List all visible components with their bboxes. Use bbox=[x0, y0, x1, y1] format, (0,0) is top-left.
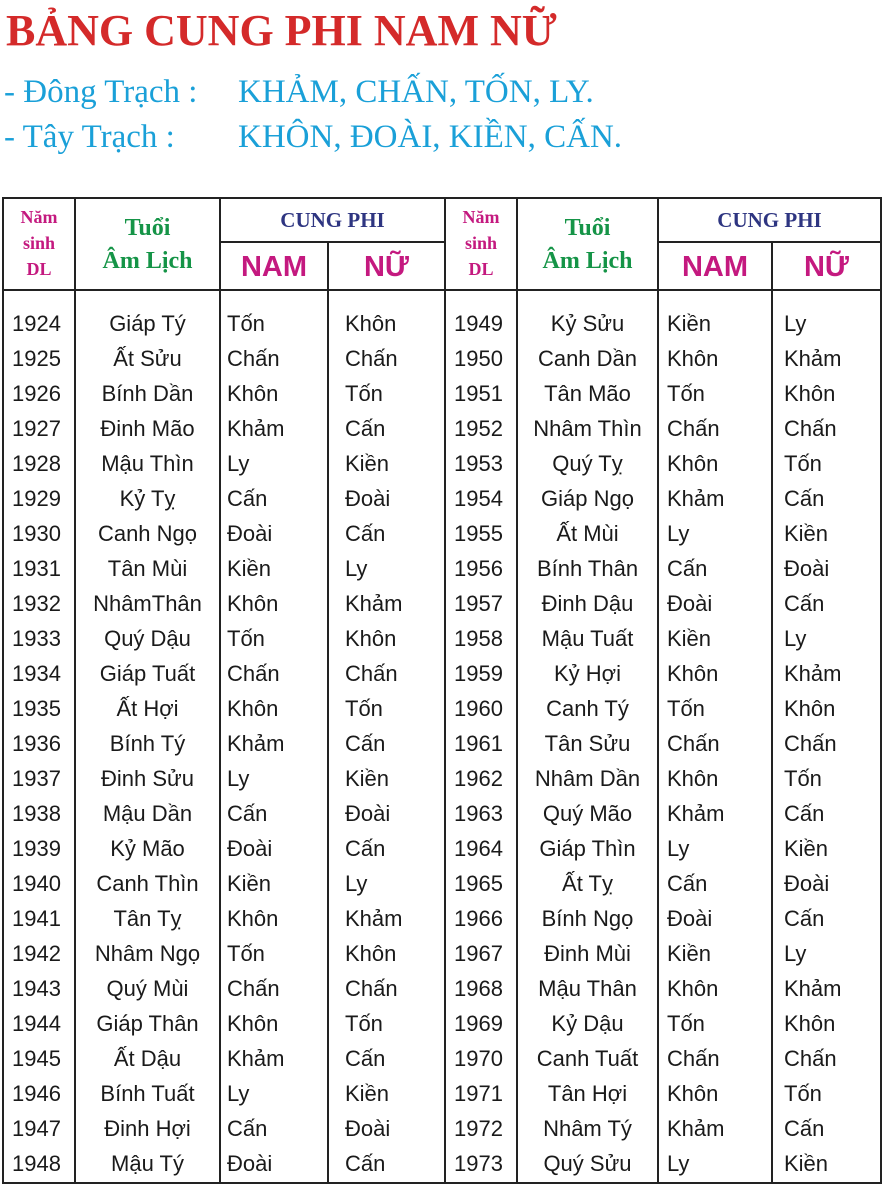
dong-trach-value: KHẢM, CHẤN, TỐN, LY. bbox=[238, 74, 594, 110]
year-cell: 1936 bbox=[12, 731, 61, 756]
year-cell: 1939 bbox=[12, 836, 61, 861]
tuoi-cell: Ất Mùi bbox=[556, 521, 619, 546]
nu-cell: Kiền bbox=[784, 1151, 829, 1176]
year-cell: 1926 bbox=[12, 381, 61, 406]
tuoi-cell: Kỷ Sửu bbox=[550, 311, 625, 336]
year-cell: 1955 bbox=[454, 521, 503, 546]
nu-cell: Cấn bbox=[345, 416, 386, 441]
year-cell: 1953 bbox=[454, 451, 503, 476]
nam-cell: Khôn bbox=[667, 661, 719, 686]
year-cell: 1950 bbox=[454, 346, 503, 371]
nu-cell: Khôn bbox=[345, 626, 397, 651]
table-row bbox=[4, 971, 880, 1006]
nam-cell: Cấn bbox=[227, 1116, 268, 1141]
nam-cell: Đoài bbox=[227, 836, 273, 861]
nam-cell: Kiền bbox=[667, 626, 712, 651]
dong-trach-label: - Đông Trạch : bbox=[4, 74, 198, 110]
nam-cell: Cấn bbox=[227, 801, 268, 826]
header-nu: NỮ bbox=[363, 250, 409, 283]
year-cell: 1970 bbox=[454, 1046, 503, 1071]
grid-line bbox=[219, 241, 444, 243]
tay-trach-label: - Tây Trạch : bbox=[4, 119, 175, 155]
year-cell: 1934 bbox=[12, 661, 61, 686]
grid-line bbox=[657, 241, 880, 243]
nu-cell: Kiền bbox=[784, 836, 829, 861]
table-row bbox=[4, 691, 880, 726]
tuoi-cell: Tân Tỵ bbox=[113, 906, 182, 931]
year-cell: 1968 bbox=[454, 976, 503, 1001]
nam-cell: Chấn bbox=[667, 1046, 720, 1071]
table-row bbox=[4, 621, 880, 656]
nu-cell: Cấn bbox=[345, 731, 386, 756]
table-row bbox=[4, 1111, 880, 1146]
nam-cell: Tốn bbox=[227, 626, 265, 651]
tuoi-cell: Mậu Dần bbox=[102, 801, 193, 826]
year-cell: 1943 bbox=[12, 976, 61, 1001]
nam-cell: Ly bbox=[227, 766, 250, 791]
year-cell: 1961 bbox=[454, 731, 503, 756]
nam-cell: Ly bbox=[667, 1151, 690, 1176]
table-row bbox=[4, 831, 880, 866]
nu-cell: Ly bbox=[784, 311, 807, 336]
tuoi-cell: Kỷ Hợi bbox=[554, 661, 621, 686]
nu-cell: Đoài bbox=[345, 1116, 391, 1141]
year-cell: 1940 bbox=[12, 871, 61, 896]
nam-cell: Cấn bbox=[227, 486, 268, 511]
nam-cell: Cấn bbox=[667, 556, 708, 581]
table-row bbox=[4, 901, 880, 936]
header-cung-phi: CUNG PHI bbox=[280, 207, 385, 232]
tuoi-cell: Canh Dần bbox=[537, 346, 638, 371]
tuoi-cell: Đinh Dậu bbox=[541, 591, 634, 616]
nu-cell: Cấn bbox=[784, 591, 825, 616]
nu-cell: Khôn bbox=[784, 696, 836, 721]
year-cell: 1971 bbox=[454, 1081, 503, 1106]
table-row bbox=[4, 306, 880, 341]
nam-cell: Tốn bbox=[227, 311, 265, 336]
nu-cell: Cấn bbox=[784, 906, 825, 931]
nam-cell: Tốn bbox=[227, 941, 265, 966]
nu-cell: Ly bbox=[345, 556, 368, 581]
tuoi-cell: Nhâm Thìn bbox=[533, 416, 642, 441]
cung-phi-table bbox=[2, 197, 882, 1184]
tuoi-cell: Bính Dần bbox=[101, 381, 194, 406]
table-row bbox=[4, 1076, 880, 1111]
tuoi-cell: NhâmThân bbox=[93, 591, 202, 616]
tuoi-cell: Bính Thân bbox=[536, 556, 639, 581]
tuoi-cell: Nhâm Dần bbox=[534, 766, 641, 791]
nam-cell: Khảm bbox=[667, 801, 725, 826]
year-cell: 1942 bbox=[12, 941, 61, 966]
tuoi-cell: Canh Thìn bbox=[96, 871, 199, 896]
year-cell: 1956 bbox=[454, 556, 503, 581]
year-cell: 1941 bbox=[12, 906, 61, 931]
nam-cell: Ly bbox=[667, 521, 690, 546]
tuoi-cell: Canh Tý bbox=[546, 696, 629, 721]
tuoi-cell: Mậu Thìn bbox=[101, 451, 194, 476]
nu-cell: Tốn bbox=[784, 451, 822, 476]
nam-cell: Khôn bbox=[667, 451, 719, 476]
table-row bbox=[4, 1041, 880, 1076]
year-cell: 1958 bbox=[454, 626, 503, 651]
nam-cell: Khảm bbox=[667, 1116, 725, 1141]
year-cell: 1944 bbox=[12, 1011, 61, 1036]
header-nam: NAM bbox=[681, 250, 749, 283]
header-cung-phi: CUNG PHI bbox=[717, 207, 822, 232]
year-cell: 1945 bbox=[12, 1046, 61, 1071]
tuoi-cell: Mậu Tý bbox=[111, 1151, 184, 1176]
year-cell: 1931 bbox=[12, 556, 61, 581]
nam-cell: Chấn bbox=[667, 731, 720, 756]
nam-cell: Cấn bbox=[667, 871, 708, 896]
table-row bbox=[4, 1006, 880, 1041]
nam-cell: Khôn bbox=[667, 1081, 719, 1106]
tuoi-cell: Quý Dậu bbox=[104, 626, 191, 651]
nam-cell: Khảm bbox=[227, 731, 285, 756]
nam-cell: Chấn bbox=[227, 976, 280, 1001]
header-nam-sinh: Năm sinh DL bbox=[462, 207, 500, 279]
nu-cell: Chấn bbox=[345, 346, 398, 371]
nam-cell: Ly bbox=[227, 1081, 250, 1106]
tuoi-cell: Tân Sửu bbox=[544, 731, 631, 756]
nu-cell: Ly bbox=[345, 871, 368, 896]
nam-cell: Kiền bbox=[667, 941, 712, 966]
year-cell: 1930 bbox=[12, 521, 61, 546]
table-row bbox=[4, 761, 880, 796]
year-cell: 1932 bbox=[12, 591, 61, 616]
nam-cell: Khôn bbox=[667, 766, 719, 791]
nu-cell: Tốn bbox=[345, 1011, 383, 1036]
nu-cell: Tốn bbox=[784, 1081, 822, 1106]
nam-cell: Khôn bbox=[227, 1011, 279, 1036]
tuoi-cell: Canh Ngọ bbox=[97, 521, 198, 546]
nam-cell: Kiền bbox=[227, 556, 272, 581]
tuoi-cell: Mậu Tuất bbox=[541, 626, 634, 651]
nu-cell: Khảm bbox=[784, 346, 842, 371]
nu-cell: Khảm bbox=[784, 661, 842, 686]
tuoi-cell: Giáp Tý bbox=[109, 311, 186, 336]
table-row bbox=[4, 1146, 880, 1181]
nam-cell: Tốn bbox=[667, 1011, 705, 1036]
year-cell: 1954 bbox=[454, 486, 503, 511]
tuoi-cell: Canh Tuất bbox=[536, 1046, 639, 1071]
tuoi-cell: Đinh Sửu bbox=[101, 766, 194, 791]
year-cell: 1938 bbox=[12, 801, 61, 826]
tuoi-cell: Bính Ngọ bbox=[541, 906, 634, 931]
nam-cell: Đoài bbox=[227, 521, 273, 546]
header-nu: NỮ bbox=[803, 250, 849, 283]
nam-cell: Đoài bbox=[227, 1151, 273, 1176]
nu-cell: Khôn bbox=[345, 941, 397, 966]
tuoi-cell: Ất Tỵ bbox=[562, 871, 613, 896]
nu-cell: Cấn bbox=[345, 521, 386, 546]
nu-cell: Tốn bbox=[345, 696, 383, 721]
nam-cell: Khôn bbox=[667, 346, 719, 371]
year-cell: 1949 bbox=[454, 311, 503, 336]
header-tuoi-am-lich: Tuổi Âm Lịch bbox=[542, 215, 633, 274]
nu-cell: Đoài bbox=[345, 486, 391, 511]
year-cell: 1925 bbox=[12, 346, 61, 371]
table-row bbox=[4, 446, 880, 481]
tuoi-cell: Tân Hợi bbox=[547, 1081, 628, 1106]
nu-cell: Cấn bbox=[345, 1046, 386, 1071]
nam-cell: Ly bbox=[227, 451, 250, 476]
year-cell: 1937 bbox=[12, 766, 61, 791]
year-cell: 1928 bbox=[12, 451, 61, 476]
nam-cell: Đoài bbox=[667, 591, 713, 616]
nu-cell: Kiền bbox=[345, 451, 390, 476]
year-cell: 1973 bbox=[454, 1151, 503, 1176]
tuoi-cell: Bính Tuất bbox=[100, 1081, 195, 1106]
header-nam: NAM bbox=[240, 250, 308, 283]
year-cell: 1965 bbox=[454, 871, 503, 896]
year-cell: 1967 bbox=[454, 941, 503, 966]
nam-cell: Tốn bbox=[667, 696, 705, 721]
nu-cell: Chấn bbox=[784, 731, 837, 756]
nu-cell: Khôn bbox=[784, 1011, 836, 1036]
table-row bbox=[4, 796, 880, 831]
year-cell: 1972 bbox=[454, 1116, 503, 1141]
year-cell: 1966 bbox=[454, 906, 503, 931]
tuoi-cell: Kỷ Tỵ bbox=[119, 486, 176, 511]
year-cell: 1929 bbox=[12, 486, 61, 511]
tuoi-cell: Quý Mão bbox=[542, 801, 633, 826]
year-cell: 1960 bbox=[454, 696, 503, 721]
nam-cell: Kiền bbox=[227, 871, 272, 896]
nu-cell: Chấn bbox=[345, 976, 398, 1001]
year-cell: 1957 bbox=[454, 591, 503, 616]
tuoi-cell: Mậu Thân bbox=[538, 976, 637, 1001]
header-divider bbox=[4, 289, 880, 291]
year-cell: 1959 bbox=[454, 661, 503, 686]
tuoi-cell: Giáp Ngọ bbox=[541, 486, 634, 511]
year-cell: 1946 bbox=[12, 1081, 61, 1106]
tuoi-cell: Kỷ Dậu bbox=[551, 1011, 624, 1036]
year-cell: 1952 bbox=[454, 416, 503, 441]
nam-cell: Khảm bbox=[227, 416, 285, 441]
tuoi-cell: Giáp Thìn bbox=[539, 836, 636, 861]
nu-cell: Tốn bbox=[784, 766, 822, 791]
table-row bbox=[4, 656, 880, 691]
nam-cell: Khôn bbox=[227, 696, 279, 721]
table-row bbox=[4, 516, 880, 551]
table-row bbox=[4, 376, 880, 411]
nam-cell: Khôn bbox=[227, 906, 279, 931]
tuoi-cell: Đinh Mùi bbox=[544, 941, 631, 966]
nu-cell: Khảm bbox=[345, 906, 403, 931]
nu-cell: Cấn bbox=[784, 1116, 825, 1141]
tuoi-cell: Tân Mùi bbox=[107, 556, 188, 581]
nam-cell: Khôn bbox=[227, 591, 279, 616]
table-row bbox=[4, 551, 880, 586]
nu-cell: Đoài bbox=[784, 871, 830, 896]
nu-cell: Chấn bbox=[784, 416, 837, 441]
nu-cell: Ly bbox=[784, 626, 807, 651]
table-row bbox=[4, 936, 880, 971]
table-row bbox=[4, 411, 880, 446]
table-row bbox=[4, 341, 880, 376]
year-cell: 1924 bbox=[12, 311, 61, 336]
table-body bbox=[4, 306, 880, 1181]
year-cell: 1969 bbox=[454, 1011, 503, 1036]
tuoi-cell: Nhâm Ngọ bbox=[94, 941, 201, 966]
tuoi-cell: Giáp Thân bbox=[96, 1011, 199, 1036]
nam-cell: Khảm bbox=[227, 1046, 285, 1071]
tuoi-cell: Quý Mùi bbox=[106, 976, 189, 1001]
nu-cell: Khảm bbox=[345, 591, 403, 616]
table-row bbox=[4, 586, 880, 621]
nu-cell: Ly bbox=[784, 941, 807, 966]
year-cell: 1927 bbox=[12, 416, 61, 441]
tuoi-cell: Bính Tý bbox=[109, 731, 186, 756]
nam-cell: Kiền bbox=[667, 311, 712, 336]
nu-cell: Cấn bbox=[345, 1151, 386, 1176]
tuoi-cell: Đinh Hợi bbox=[104, 1116, 191, 1141]
tuoi-cell: Giáp Tuất bbox=[99, 661, 196, 686]
nam-cell: Chấn bbox=[227, 346, 280, 371]
tuoi-cell: Tân Mão bbox=[544, 381, 631, 406]
nu-cell: Kiền bbox=[345, 766, 390, 791]
year-cell: 1935 bbox=[12, 696, 61, 721]
nam-cell: Chấn bbox=[667, 416, 720, 441]
nu-cell: Cấn bbox=[345, 836, 386, 861]
tuoi-cell: Quý Tỵ bbox=[552, 451, 623, 476]
year-cell: 1933 bbox=[12, 626, 61, 651]
nam-cell: Đoài bbox=[667, 906, 713, 931]
nu-cell: Chấn bbox=[784, 1046, 837, 1071]
nam-cell: Khôn bbox=[667, 976, 719, 1001]
year-cell: 1964 bbox=[454, 836, 503, 861]
nu-cell: Chấn bbox=[345, 661, 398, 686]
header-nam-sinh: Năm sinh DL bbox=[20, 207, 58, 279]
year-cell: 1962 bbox=[454, 766, 503, 791]
nu-cell: Cấn bbox=[784, 801, 825, 826]
nam-cell: Chấn bbox=[227, 661, 280, 686]
year-cell: 1963 bbox=[454, 801, 503, 826]
tuoi-cell: Ất Dậu bbox=[113, 1046, 182, 1071]
tay-trach-value: KHÔN, ĐOÀI, KIỀN, CẤN. bbox=[238, 119, 623, 155]
nu-cell: Khảm bbox=[784, 976, 842, 1001]
tuoi-cell: Nhâm Tý bbox=[543, 1116, 632, 1141]
nam-cell: Khảm bbox=[667, 486, 725, 511]
nu-cell: Khôn bbox=[345, 311, 397, 336]
tuoi-cell: Đinh Mão bbox=[100, 416, 195, 441]
tuoi-cell: Ất Hợi bbox=[116, 696, 179, 721]
nu-cell: Kiền bbox=[345, 1081, 390, 1106]
tuoi-cell: Ất Sửu bbox=[113, 346, 182, 371]
nam-cell: Tốn bbox=[667, 381, 705, 406]
nu-cell: Tốn bbox=[345, 381, 383, 406]
year-cell: 1947 bbox=[12, 1116, 61, 1141]
table-row bbox=[4, 481, 880, 516]
tuoi-cell: Kỷ Mão bbox=[110, 836, 185, 861]
nu-cell: Cấn bbox=[784, 486, 825, 511]
header-tuoi-am-lich: Tuổi Âm Lịch bbox=[102, 215, 193, 274]
table-row bbox=[4, 866, 880, 901]
tuoi-cell: Quý Sửu bbox=[543, 1151, 632, 1176]
nam-cell: Khôn bbox=[227, 381, 279, 406]
year-cell: 1948 bbox=[12, 1151, 61, 1176]
nu-cell: Đoài bbox=[784, 556, 830, 581]
nam-cell: Ly bbox=[667, 836, 690, 861]
nu-cell: Kiền bbox=[784, 521, 829, 546]
nu-cell: Khôn bbox=[784, 381, 836, 406]
year-cell: 1951 bbox=[454, 381, 503, 406]
nu-cell: Đoài bbox=[345, 801, 391, 826]
page-title: BẢNG CUNG PHI NAM NỮ bbox=[6, 6, 557, 55]
table-row bbox=[4, 726, 880, 761]
